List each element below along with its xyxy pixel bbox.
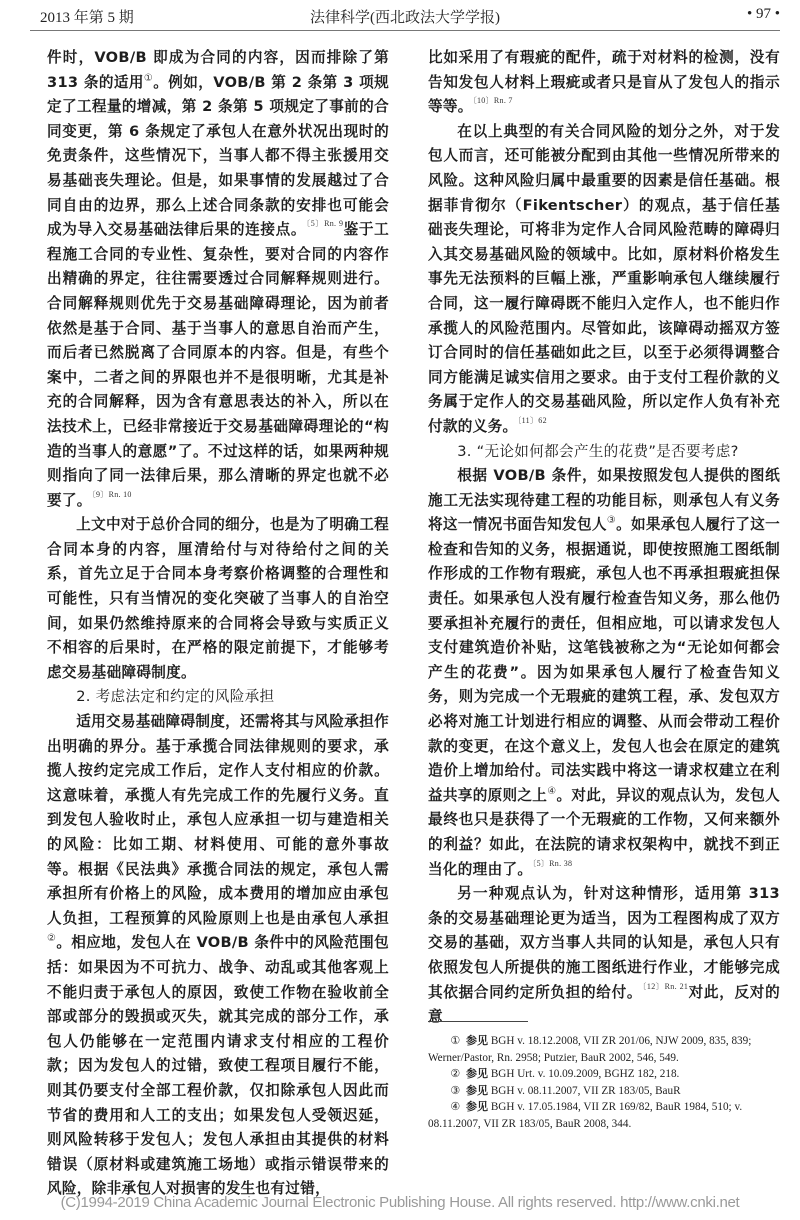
citation: 〔12〕Rn. 21 xyxy=(642,981,689,991)
paragraph xyxy=(428,46,780,120)
footnote-marker[interactable]: ③ xyxy=(606,515,617,527)
footnote-text: BGH v. 08.11.2007, VII ZR 183/05, BauR xyxy=(488,1084,681,1097)
citation: 〔5〕Rn. 9 xyxy=(306,219,344,229)
paragraph-text: 适用交易基础障碍制度，还需将其与风险承担作出明确的界分。基于承揽合同法律规则的要求，承揽人按约定完成工作后，定作人支付相应的价款。这意味着，承揽人有先完成工作的先履行义务。直到发包人验收时止，承包人应承担一切与建造相关的风险：比如工期、材料使用、可能的意外事故等。根据《民法典》承揽合同法的规定，承包人需承担所有价格上的风险，成本费用的增加应由承包人负担，工程预算的风险原则上也是由承包人承担 xyxy=(47,713,389,927)
citation: 〔9〕Rn. 10 xyxy=(91,489,132,499)
page-header xyxy=(30,0,780,31)
footnote-label: 参见 xyxy=(466,1034,489,1047)
paragraph xyxy=(47,46,389,513)
section-heading: 2. 考虑法定和约定的风险承担 xyxy=(76,688,275,706)
footnote-text: BGH Urt. v. 10.09.2009, BGHZ 182, 218. xyxy=(488,1068,680,1080)
paragraph-text: 在以上典型的有关合同风险的划分之外，对于发包人而言，还可能被分配到由其他一些情况所带来的风险。这种风险归属中最重要的因素是信任基础。根据菲肯彻尔（Fikentscher）的观点，基于信任基础丧失理论，可将非为定作人合同风险范畴的障碍归入其交易基础风险的领域中。比如，原材料价格发生事先无法预料的巨幅上涨，严重影响承包人继续履行合同，这一履行障碍既不能归入定作人，也不能归作承揽人的风险范围内。尽管如此，该障碍动摇双方签订合同时的信任基础如此之巨，以至于必须得调整合同方能满足诚实信用之要求。由于支付工程价款的义务属于定作人的交易基础风险，所以定作人负有补充付款的义务。 xyxy=(428,122,780,435)
paragraph xyxy=(47,710,389,1202)
footnote-label: 参见 xyxy=(466,1083,489,1097)
issue-label: 2013 年第 5 期 xyxy=(40,10,134,26)
paragraph xyxy=(428,882,780,1030)
paragraph-text: 。对此，异议的观点认为，发包人最终也只是获得了一个无瑕疵的工作物，又何来额外的利益？如此，在法院的请求权架构中，就找不到正当化的理由了。 xyxy=(428,786,781,878)
footnote-marker[interactable]: ① xyxy=(143,72,154,84)
footnote-mark: ② xyxy=(450,1068,461,1080)
footnotes xyxy=(428,1033,780,1132)
paragraph-text: 。如果承包人履行了这一检查和告知的义务，根据通说，即使按照施工图纸制作形成的工作物有瑕疵，承包人也不再承担瑕疵担保责任。如果承包人没有履行检查告知义务，那么他仍要承担补充履行的责任，但相应地，可以请求发包人支付建筑造价补贴，这笔钱被称之为“无论如何都会产生的花费”。因为如果承包人履行了检查告知义务，则为完成一个无瑕疵的建筑工程，承、发包双方必将对施工计划进行相应的调整、从而会带动工程价款的变更，在这个意义上，发包人也会在原定的建筑造价上增加给付。司法实践中将这一请求权建立在利益共享的原则之上 xyxy=(428,516,780,804)
paragraph-text: 另一种观点认为，针对这种情形，适用第 313 条的交易基础理论更为适当，因为工程图构成了双方交易的基础，双方当事人共同的认知是，承包人只有依照发包人所提供的施工图纸进行作业，才能够完成其依据合同约定所负担的给付。 xyxy=(428,885,780,1001)
copyright-watermark: (C)1994-2019 China Academic Journal Electronic Publishing House. All rights reserved. http://www.cnki.net xyxy=(60,1194,740,1211)
footnote-label: 参见 xyxy=(466,1067,489,1080)
page-number: • 97 • xyxy=(746,6,780,22)
footnote xyxy=(428,1033,780,1066)
paragraph xyxy=(428,464,780,882)
paragraph: 上文中对于总价合同的细分，也是为了明确工程合同本身的内容，厘清给付与对待给付之间的关系，首先立足于合同本身考察价格调整的合理性和可能性，只有当情况的变化突破了当事人的自治空间，如果仍然维持原来的合同将会导致与实质正义不相容的后果时，在严格的限定前提下，才能够考虑交易基础障碍制度。 xyxy=(47,516,389,681)
paragraph-text: 比如采用了有瑕疵的配件，疏于对材料的检测，没有告知发包人材料上瑕疵或者只是盲从了发包人的指示等等。 xyxy=(428,49,780,116)
citation: 〔5〕Rn. 38 xyxy=(532,858,573,868)
footnote-mark: ① xyxy=(450,1035,461,1047)
footnote-text: BGH v. 18.12.2008, VII ZR 201/06, NJW 2009, 835, 839; Werner/Pastor, Rn. 2958; Putzier, BauR 2002, 546, 549. xyxy=(428,1035,752,1064)
right-column xyxy=(428,46,780,1030)
paragraph-text: 对此，反对的意 xyxy=(428,983,780,1026)
footnote xyxy=(428,1083,780,1100)
journal-title: 法律科学(西北政法大学学报) xyxy=(310,10,500,26)
footnote xyxy=(428,1066,780,1083)
citation: 〔10〕Rn. 7 xyxy=(472,96,513,106)
paragraph-text: 。例如，VOB/B 第 2 条第 3 项规定了工程量的增减，第 2 条第 5 项规定了事前的合同变更，第 6 条规定了承包人在意外状况出现时的免责条件，这些情况下，当事人都不得主张援用交易基础丧失理论。但是，如果事情的发展越过了合同自由的边界，那么上述合同条款的安排也可能会成为导入交易基础法律后果的连接点。 xyxy=(47,73,389,239)
citation: 〔11〕62 xyxy=(517,415,547,425)
paragraph-text: 根据 VOB/B 条件，如果按照发包人提供的图纸施工无法实现待建工程的功能目标，则承包人有义务将这一情况书面告知发包人 xyxy=(428,467,780,534)
paragraph-text: 件时，VOB/B 即成为合同的内容，因而排除了第 313 条的适用 xyxy=(47,49,389,91)
footnote-label: 参见 xyxy=(466,1100,489,1113)
footnote-marker[interactable]: ② xyxy=(47,933,57,945)
footnote-marker[interactable]: ④ xyxy=(547,785,557,797)
footnote xyxy=(428,1099,780,1132)
left-column xyxy=(47,46,389,1202)
footnote-mark: ③ xyxy=(450,1084,461,1097)
paragraph-text: 鉴于工程施工合同的专业性、复杂性，要对合同的内容作出精确的界定，往往需要透过合同解释规则进行。合同解释规则优先于交易基础障碍理论，因为前者依然是基于合同、基于当事人的意思自治而产生，而后者已然脱离了合同原本的内容。但是，有些个案中，二者之间的界限也并不是很明晰，尤其是补充的合同解释，因为含有意思表达的补入，所以在法技术上，已经非常接近于交易基础障碍理论的“构造的当事人的意愿”了。不过这样的话，如果两种规则指向了同一法律后果，那么清晰的界定也就不必要了。 xyxy=(47,221,389,509)
footnote-text: BGH v. 17.05.1984, VII ZR 169/82, BauR 1984, 510; v. 08.11.2007, VII ZR 183/05, BauR 2008, 344. xyxy=(428,1101,743,1130)
paragraph xyxy=(428,120,780,440)
section-heading: 3. “无论如何都会产生的花费”是否要考虑? xyxy=(457,442,739,460)
paragraph-text: 。相应地，发包人在 VOB/B 条件中的风险范围包括：如果因为不可抗力、战争、动乱或其他客观上不能归责于承包人的原因，致使工作物在验收前全部或部分的毁损或灭失，就其完成的部分工作，承包人仍能够在一定范围内请求支付相应的工程价款；因为发包人的过错，致使工程项目履行不能，则其仍要支付全部工程价款，仅扣除承包人因此而节省的费用和人工的支出；如果发包人受领迟延，则风险转移于发包人；发包人承担由其提供的材料错误（原材料或建筑施工场地）或指示错误带来的风险，除非承包人对损害的发生也有过错， xyxy=(47,934,390,1198)
footnote-divider xyxy=(428,1021,528,1022)
footnote-mark: ④ xyxy=(450,1101,461,1113)
